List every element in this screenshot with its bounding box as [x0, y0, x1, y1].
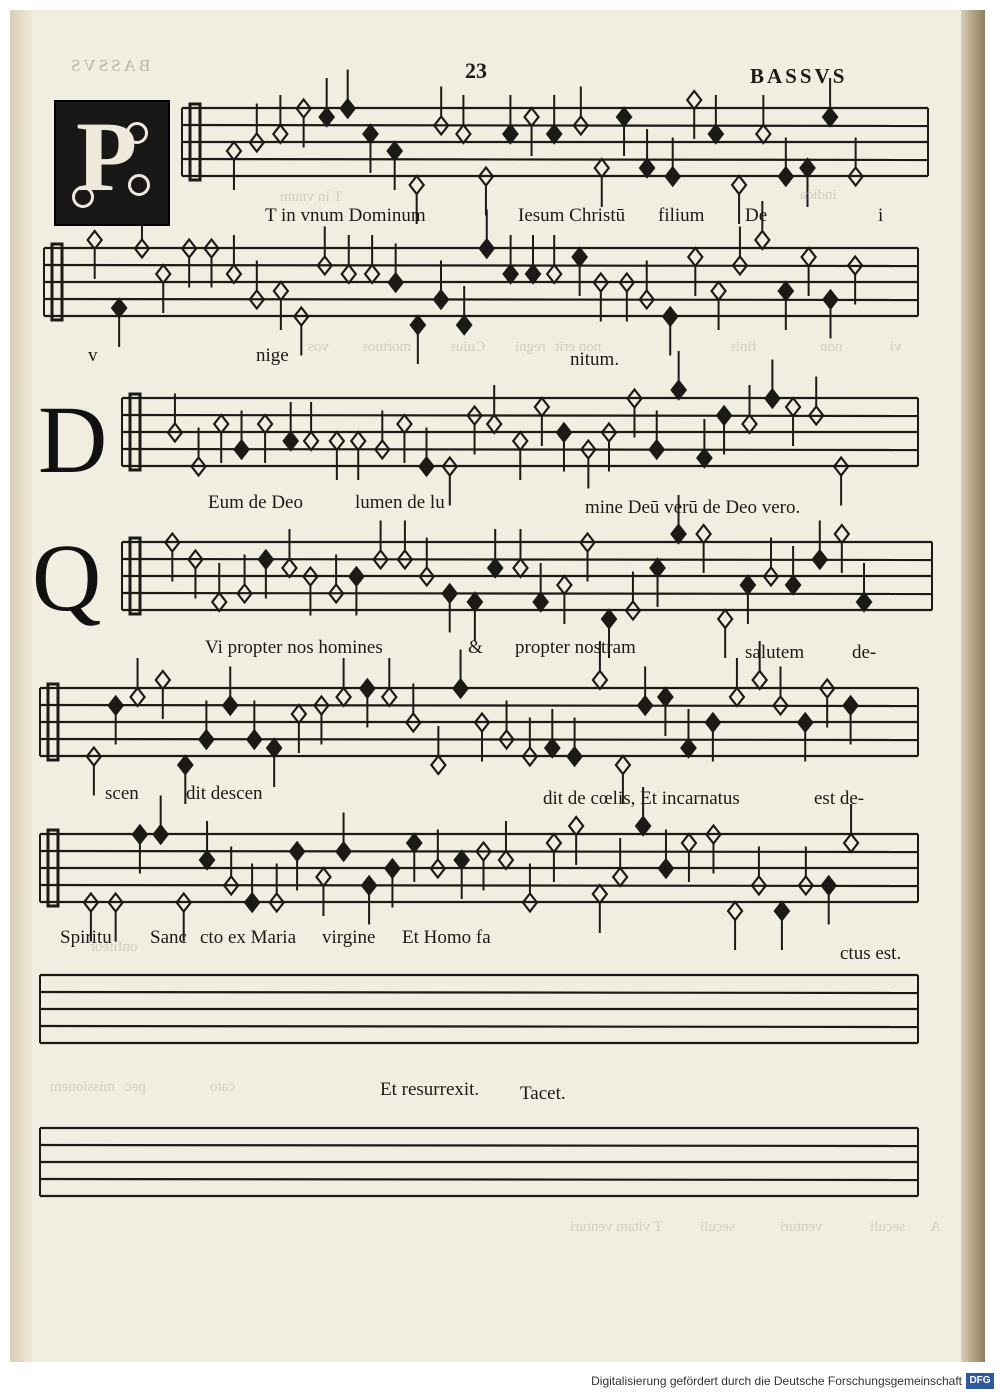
- note-head: [534, 593, 548, 611]
- staff-line: [40, 885, 918, 886]
- note-head: [732, 176, 746, 194]
- note-head: [638, 697, 652, 715]
- note-head: [743, 415, 757, 433]
- lyric: lumen de lu: [355, 492, 445, 513]
- bleed-through-word: Cuius: [450, 339, 486, 355]
- note-head: [547, 265, 561, 283]
- note-head: [227, 142, 241, 160]
- note-head: [131, 688, 145, 706]
- note-head: [573, 248, 587, 266]
- note-head: [547, 125, 561, 143]
- bleed-through-word: mortuos: [362, 339, 412, 355]
- lyric: nige: [256, 345, 289, 366]
- note-head: [109, 697, 123, 715]
- note-head: [672, 525, 686, 543]
- woodcut-initial: [54, 100, 170, 226]
- note-head: [487, 415, 501, 433]
- voice-label: BASSVS: [750, 64, 848, 88]
- dfg-logo: DFG: [966, 1373, 994, 1389]
- note-head: [712, 282, 726, 300]
- lyric: Iesum Christū: [518, 205, 626, 226]
- initial-d: D: [38, 386, 108, 493]
- bleed-through-word: T vitam venturi: [570, 1219, 664, 1235]
- note-head: [595, 159, 609, 177]
- note-head: [363, 125, 377, 143]
- lyric: ctus est.: [840, 943, 902, 964]
- bleed-through-word: cato: [210, 1079, 235, 1095]
- lyric: i: [878, 205, 884, 226]
- lyric: scen: [105, 783, 139, 804]
- note-head: [666, 168, 680, 186]
- bleed-through-word: missionem: [50, 1079, 116, 1095]
- lyric: De: [745, 205, 768, 226]
- ornament-icon: [126, 122, 148, 144]
- note-head: [397, 415, 411, 433]
- note-head: [212, 593, 226, 611]
- note-head: [753, 671, 767, 689]
- note-head: [154, 826, 168, 844]
- lyric: Sanc: [150, 927, 187, 948]
- lyric: Eum de Deo: [208, 492, 303, 513]
- note-head: [857, 593, 871, 611]
- note-head: [214, 415, 228, 433]
- lyric: propter nostram: [515, 637, 636, 658]
- note-head: [813, 551, 827, 569]
- note-head: [245, 894, 259, 912]
- note-head: [365, 265, 379, 283]
- note-head: [569, 817, 583, 835]
- note-head: [227, 265, 241, 283]
- staff-line: [40, 1026, 918, 1027]
- note-head: [410, 176, 424, 194]
- note-head: [593, 885, 607, 903]
- note-head: [112, 299, 126, 317]
- ornament-icon: [128, 174, 150, 196]
- bleed-through-word: vi: [890, 339, 902, 355]
- lyric: Tacet.: [520, 1083, 566, 1104]
- note-head: [602, 610, 616, 628]
- funding-notice: Digitalisierung gefördert durch die Deutsche Forschungsgemeinschaft: [591, 1374, 962, 1388]
- note-head: [593, 671, 607, 689]
- bleed-through-word: vos: [308, 339, 329, 355]
- note-head: [526, 265, 540, 283]
- note-head: [513, 432, 527, 450]
- bleed-through-word: seculi: [700, 1219, 735, 1235]
- note-head: [259, 551, 273, 569]
- digitization-footer: [0, 1370, 1000, 1394]
- bleed-through-word: A: [930, 1219, 941, 1235]
- note-head: [709, 125, 723, 143]
- note-head: [320, 108, 334, 126]
- note-head: [616, 756, 630, 774]
- bleed-through-word: onfiteor: [90, 939, 138, 955]
- bleed-through-word: non erit: [555, 339, 602, 355]
- note-head: [557, 576, 571, 594]
- note-head: [765, 390, 779, 408]
- note-head: [282, 559, 296, 577]
- staff-line: [122, 559, 932, 560]
- lyric: nitum.: [570, 349, 620, 370]
- lyric: virgine: [322, 927, 376, 948]
- staff-line: [40, 851, 918, 852]
- lyric: est de-: [814, 788, 865, 809]
- note-head: [156, 671, 170, 689]
- note-head: [456, 125, 470, 143]
- note-head: [304, 432, 318, 450]
- staff-line: [44, 265, 918, 266]
- ornament-icon: [72, 186, 94, 208]
- note-head: [779, 168, 793, 186]
- note-head: [802, 248, 816, 266]
- note-head: [247, 731, 261, 749]
- bleed-through-word: regni: [515, 339, 546, 355]
- note-head: [382, 688, 396, 706]
- note-head: [454, 680, 468, 698]
- lyric: de-: [852, 642, 877, 663]
- lyric: filium: [658, 205, 705, 226]
- note-head: [663, 308, 677, 326]
- note-head: [274, 282, 288, 300]
- note-head: [200, 851, 214, 869]
- note-head: [525, 108, 539, 126]
- note-head: [688, 248, 702, 266]
- note-head: [617, 108, 631, 126]
- note-head: [824, 291, 838, 309]
- lyric: Et resurrexit.: [380, 1079, 480, 1100]
- note-head: [431, 756, 445, 774]
- note-head: [697, 449, 711, 467]
- initial-q: Q: [32, 524, 102, 631]
- note-head: [389, 274, 403, 292]
- note-head: [341, 100, 355, 118]
- staff-line: [122, 593, 932, 594]
- note-head: [779, 282, 793, 300]
- note-head: [547, 834, 561, 852]
- staff-line: [40, 992, 918, 993]
- lyric: T in vnum Dominum: [265, 205, 426, 226]
- note-head: [613, 868, 627, 886]
- page-number: 23: [465, 58, 487, 83]
- note-head: [349, 568, 363, 586]
- note-head: [844, 697, 858, 715]
- note-head: [290, 843, 304, 861]
- note-head: [681, 739, 695, 757]
- lyric: Et Homo fa: [402, 927, 491, 948]
- bleed-voice-label: BASSVS: [68, 56, 151, 75]
- note-head: [199, 731, 213, 749]
- note-head: [640, 159, 654, 177]
- note-head: [420, 458, 434, 476]
- note-head: [292, 705, 306, 723]
- note-head: [557, 424, 571, 442]
- note-head: [503, 125, 517, 143]
- note-head: [360, 680, 374, 698]
- book-page: [10, 10, 985, 1362]
- note-head: [267, 739, 281, 757]
- note-head: [786, 398, 800, 416]
- note-head: [823, 108, 837, 126]
- lyric: salutem: [745, 642, 805, 663]
- note-head: [545, 739, 559, 757]
- lyric: dit descen: [186, 783, 263, 804]
- note-head: [659, 860, 673, 878]
- bleed-through-word: venturi: [780, 1219, 823, 1235]
- note-head: [88, 231, 102, 249]
- page-edge: [961, 10, 985, 1362]
- note-head: [362, 877, 376, 895]
- note-head: [535, 398, 549, 416]
- lyric: Vi propter nos homines: [205, 637, 383, 658]
- note-head: [407, 834, 421, 852]
- bleed-through-word: finis: [730, 339, 757, 355]
- note-head: [156, 265, 170, 283]
- note-head: [488, 559, 502, 577]
- note-head: [835, 525, 849, 543]
- woodcut-initial-letter: P: [76, 101, 138, 212]
- note-head: [337, 843, 351, 861]
- note-head: [351, 432, 365, 450]
- bleed-through-word: seculi: [870, 1219, 905, 1235]
- note-head: [388, 142, 402, 160]
- note-head: [741, 576, 755, 594]
- note-head: [658, 688, 672, 706]
- lyric: cto ex Maria: [200, 927, 297, 948]
- note-head: [504, 265, 518, 283]
- note-head: [178, 756, 192, 774]
- bleed-through-word: pec: [125, 1079, 146, 1095]
- note-head: [455, 851, 469, 869]
- note-head: [457, 316, 471, 334]
- note-head: [411, 316, 425, 334]
- note-head: [682, 834, 696, 852]
- bleed-through-word: non: [820, 339, 843, 355]
- note-head: [651, 559, 665, 577]
- note-head: [480, 240, 494, 258]
- note-head: [706, 714, 720, 732]
- bleed-through-word: T in vnum: [280, 189, 343, 205]
- lyric: Spiritu: [60, 927, 112, 948]
- note-head: [798, 714, 812, 732]
- note-head: [822, 877, 836, 895]
- note-head: [775, 902, 789, 920]
- note-head: [844, 834, 858, 852]
- note-head: [687, 91, 701, 109]
- note-head: [672, 381, 686, 399]
- note-head: [468, 593, 482, 611]
- note-head: [284, 432, 298, 450]
- note-head: [337, 688, 351, 706]
- note-head: [786, 576, 800, 594]
- note-head: [728, 902, 742, 920]
- note-head: [636, 817, 650, 835]
- staff-line: [40, 1179, 918, 1180]
- note-head: [730, 688, 744, 706]
- note-head: [801, 159, 815, 177]
- staff-line: [40, 739, 918, 740]
- lyric: v: [88, 345, 98, 366]
- note-head: [235, 441, 249, 459]
- lyric: &: [468, 637, 483, 658]
- note-head: [513, 559, 527, 577]
- note-head: [434, 291, 448, 309]
- note-head: [717, 407, 731, 425]
- note-head: [568, 748, 582, 766]
- note-head: [258, 415, 272, 433]
- note-head: [223, 697, 237, 715]
- note-head: [133, 826, 147, 844]
- note-head: [316, 868, 330, 886]
- note-head: [755, 231, 769, 249]
- note-head: [499, 851, 513, 869]
- staff-line: [182, 159, 928, 160]
- note-head: [342, 265, 356, 283]
- bleed-through-word: indica: [800, 187, 837, 203]
- note-head: [273, 125, 287, 143]
- staff-line: [40, 1145, 918, 1146]
- note-head: [756, 125, 770, 143]
- note-head: [718, 610, 732, 628]
- lyric: mine Deū verū de Deo vero.: [585, 497, 801, 518]
- note-head: [330, 432, 344, 450]
- note-head: [443, 585, 457, 603]
- lyric: dit de cœlis, Et incarnatus: [543, 788, 740, 809]
- note-head: [697, 525, 711, 543]
- note-head: [650, 441, 664, 459]
- note-head: [385, 860, 399, 878]
